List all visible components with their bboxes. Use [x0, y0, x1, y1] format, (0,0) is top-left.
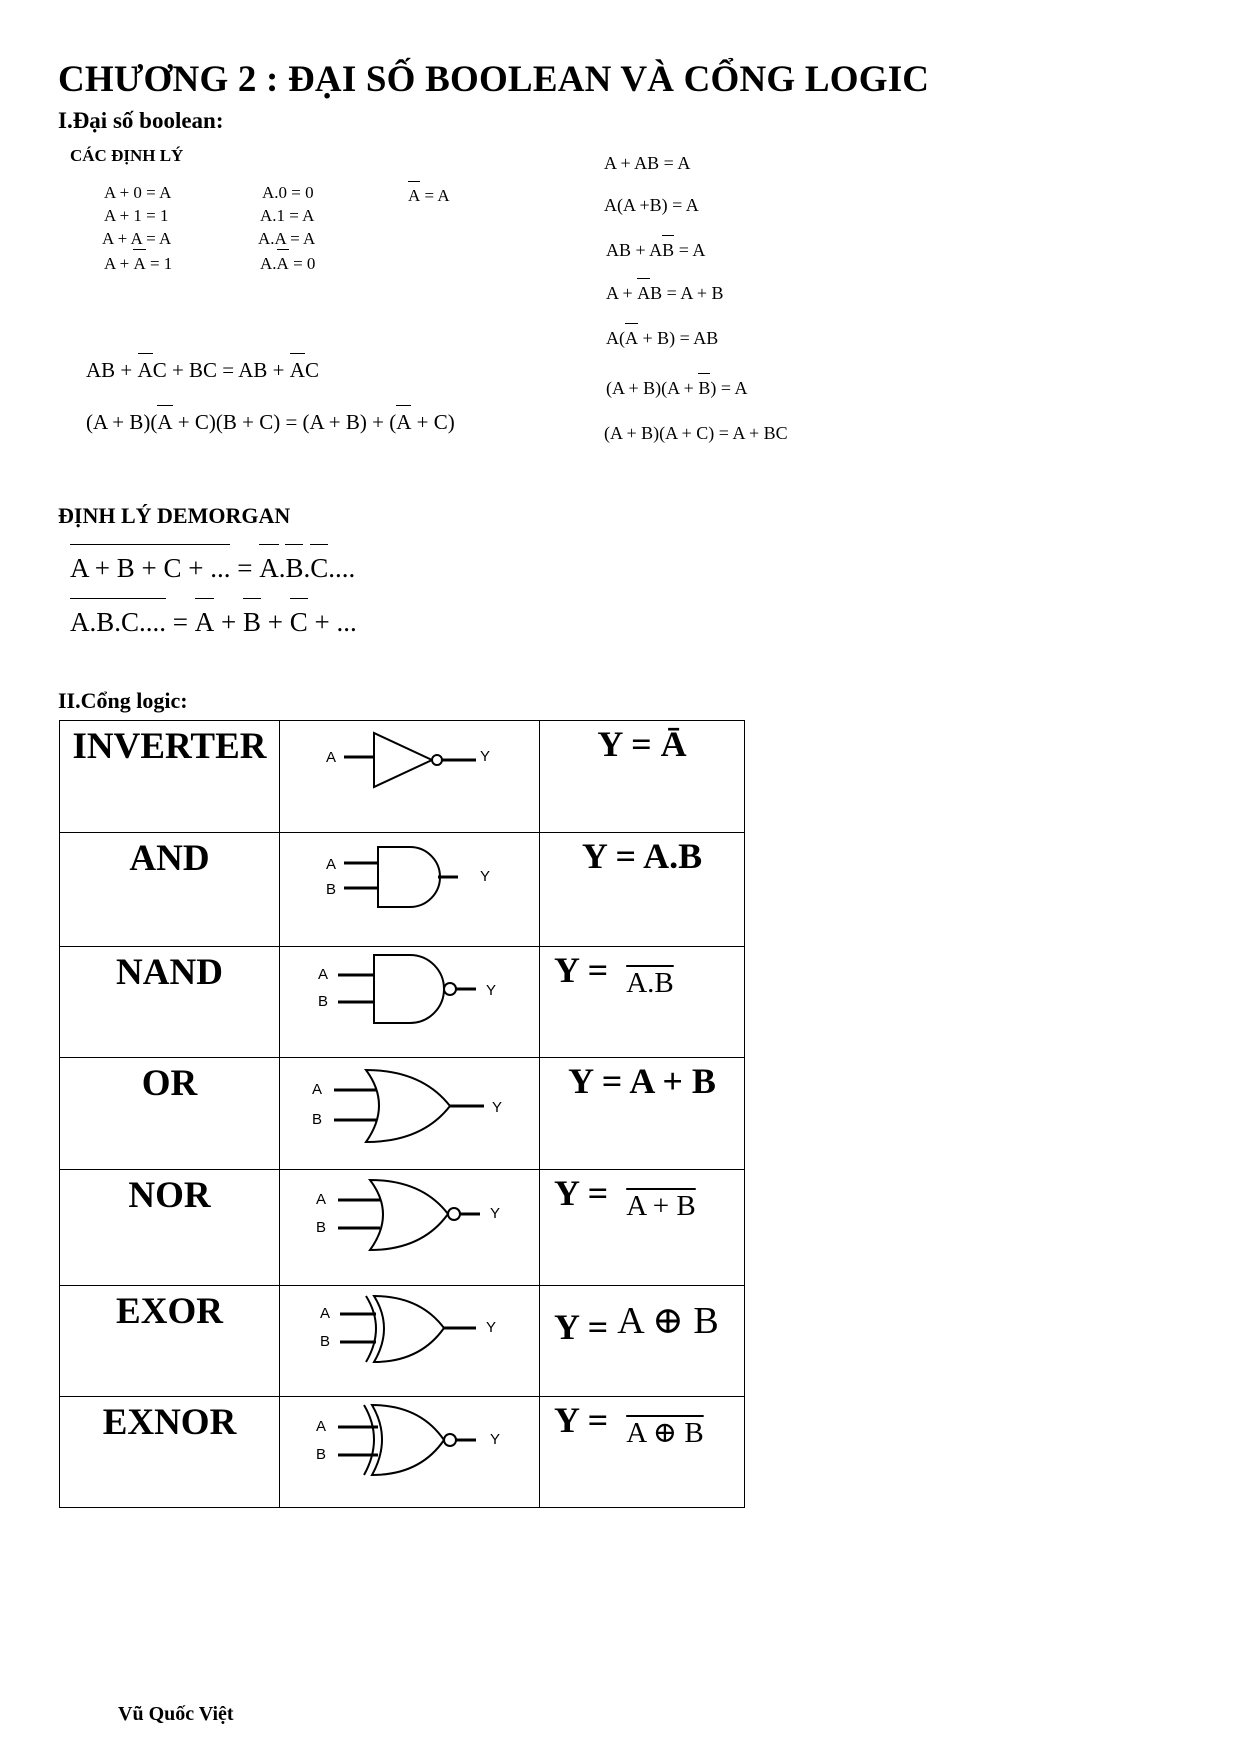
inverter-triangle — [374, 733, 432, 787]
inversion-bubble — [444, 983, 456, 995]
gate-name-exnor: EXNOR — [60, 1397, 280, 1508]
output-label-y: Y — [480, 748, 491, 765]
output-label-y: Y — [490, 1431, 501, 1448]
exnor-gate-symbol — [280, 1397, 540, 1508]
exnor-body — [372, 1405, 444, 1475]
gate-name-and: AND — [60, 833, 280, 947]
gate-expression-exor: Y = A ⊕ B — [540, 1286, 745, 1397]
input-label-b: B — [316, 1219, 327, 1236]
page-title: CHƯƠNG 2 : ĐẠI SỐ BOOLEAN VÀ CỔNG LOGIC — [58, 59, 930, 100]
and-body — [378, 847, 440, 907]
theorem-c1-4: A + A = 1 — [104, 254, 173, 273]
theorem-r7: (A + B)(A + C) = A + BC — [604, 423, 788, 443]
theorem-r5: A(A + B) = AB — [606, 328, 719, 348]
output-label-y: Y — [486, 1319, 497, 1336]
theorem-r6: (A + B)(A + B) = A — [606, 378, 748, 398]
exor-body — [374, 1296, 444, 1362]
gate-expression-nand: Y = $_{A.B}$ — [540, 947, 745, 1058]
demorgan-law-2: A.B.C.... = A + B + C + ... — [70, 607, 357, 637]
table-row — [60, 721, 745, 833]
theorem-r2: A(A +B) = A — [604, 195, 699, 215]
demorgan-law-1: A + B + C + ... = A.B.C.... — [70, 553, 356, 583]
input-label-a: A — [326, 749, 337, 766]
table-row — [60, 833, 745, 947]
theorem-r1: A + AB = A — [604, 153, 691, 173]
gate-expression-or: Y = A + B — [540, 1058, 745, 1170]
author-name: Vũ Quốc Việt — [118, 1703, 234, 1725]
and-gate-symbol — [280, 833, 540, 947]
nand-gate-symbol — [280, 947, 540, 1058]
theorem-c1-2: A + 1 = 1 — [104, 206, 169, 225]
input-label-a: A — [320, 1305, 331, 1322]
inverter-gate-symbol — [280, 721, 540, 833]
theorem-double-negation: A = A — [408, 186, 450, 205]
input-label-a: A — [326, 856, 337, 873]
consensus-theorem-2: (A + B)(A + C)(B + C) = (A + B) + (A + C) — [86, 410, 455, 434]
gate-name-exor: EXOR — [60, 1286, 280, 1397]
theorem-c2-4: A.A = 0 — [260, 254, 316, 273]
input-label-b: B — [318, 993, 329, 1010]
or-body — [366, 1070, 450, 1142]
theorems-label: CÁC ĐỊNH LÝ — [70, 146, 184, 165]
gate-name-nor: NOR — [60, 1170, 280, 1286]
table-row — [60, 1058, 745, 1170]
nor-gate-symbol — [280, 1170, 540, 1286]
nand-body — [374, 955, 444, 1023]
logic-gates-table — [59, 720, 745, 1508]
theorem-r3: AB + AB = A — [606, 240, 706, 260]
input-label-a: A — [316, 1418, 327, 1435]
input-label-b: B — [326, 881, 337, 898]
exor-gate-symbol — [280, 1286, 540, 1397]
gate-expression-inverter: Y = Ā — [540, 721, 745, 833]
input-label-b: B — [316, 1446, 327, 1463]
table-row — [60, 1170, 745, 1286]
input-label-b: B — [320, 1333, 331, 1350]
consensus-theorem-1: AB + AC + BC = AB + AC — [86, 358, 319, 382]
output-label-y: Y — [480, 868, 491, 885]
output-label-y: Y — [492, 1099, 503, 1116]
gate-expression-exnor: Y = $_{A \oplus B}$ — [540, 1397, 745, 1508]
inversion-bubble — [432, 755, 442, 765]
table-row — [60, 947, 745, 1058]
gate-name-nand: NAND — [60, 947, 280, 1058]
demorgan-heading: ĐỊNH LÝ DEMORGAN — [58, 503, 291, 528]
or-gate-symbol — [280, 1058, 540, 1170]
theorem-c2-3: A.A = A — [258, 229, 316, 248]
output-label-y: Y — [486, 982, 497, 999]
gate-name-or: OR — [60, 1058, 280, 1170]
table-row — [60, 1397, 745, 1508]
input-label-a: A — [318, 966, 329, 983]
theorem-c1-1: A + 0 = A — [104, 183, 172, 202]
inversion-bubble — [448, 1208, 460, 1220]
gate-name-inverter: INVERTER — [60, 721, 280, 833]
exnor-input-arc — [364, 1405, 374, 1475]
theorem-c2-2: A.1 = A — [260, 206, 315, 225]
section-2-heading: II.Cổng logic: — [58, 688, 188, 713]
input-label-a: A — [316, 1191, 327, 1208]
table-row — [60, 1286, 745, 1397]
theorem-c1-3: A + A = A — [102, 229, 172, 248]
gate-expression-nor: Y = $_{A + B}$ — [540, 1170, 745, 1286]
gate-expression-and: Y = A.B — [540, 833, 745, 947]
input-label-a: A — [312, 1081, 323, 1098]
exor-input-arc — [366, 1296, 376, 1362]
theorem-c2-1: A.0 = 0 — [262, 183, 314, 202]
input-label-b: B — [312, 1111, 323, 1128]
nor-body — [370, 1180, 448, 1250]
inversion-bubble — [444, 1434, 456, 1446]
section-1-heading: I.Đại số boolean: — [58, 108, 224, 133]
theorem-r4: A + AB = A + B — [606, 283, 724, 303]
output-label-y: Y — [490, 1205, 501, 1222]
